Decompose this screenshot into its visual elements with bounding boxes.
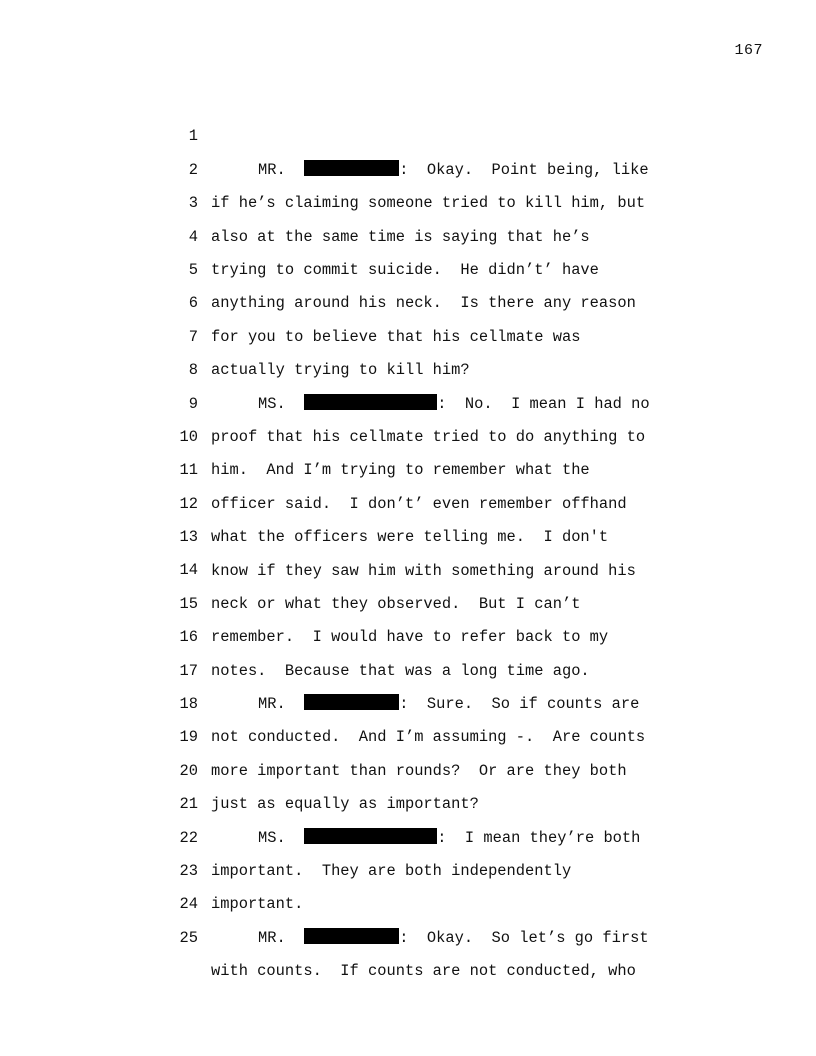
line-text: for you to believe that his cellmate was xyxy=(211,327,581,346)
line-number: 19 xyxy=(179,728,198,747)
page-number: 167 xyxy=(734,42,763,59)
line-number: 7 xyxy=(188,327,198,346)
line-number: 1 xyxy=(188,127,198,146)
line-text: important. xyxy=(211,895,304,914)
line-text: know if they saw him with something around his xyxy=(211,561,636,580)
line-text: just as equally as important? xyxy=(211,795,479,814)
line-text: him. And I’m trying to remember what the xyxy=(211,461,590,480)
line-number: 12 xyxy=(179,494,198,513)
line-number: 17 xyxy=(179,661,198,680)
speaker-title: MS. xyxy=(258,394,286,413)
line-number: 10 xyxy=(179,427,198,446)
speaker-remark: : I mean they’re both xyxy=(437,828,641,847)
line-number: 2 xyxy=(188,160,198,179)
line-text: trying to commit suicide. He didn’t’ have xyxy=(211,260,599,279)
line-number: 23 xyxy=(179,862,198,880)
line-number: 24 xyxy=(179,895,198,914)
line-number: 14 xyxy=(179,561,198,580)
line-number: 9 xyxy=(188,394,198,413)
line-text: also at the same time is saying that he’s xyxy=(211,227,590,246)
line-text: neck or what they observed. But I can’t xyxy=(211,594,581,613)
line-number: 5 xyxy=(188,260,198,279)
line-number: 21 xyxy=(179,795,198,814)
line-number: 8 xyxy=(188,361,198,380)
line-text: officer said. I don’t’ even remember offhand xyxy=(211,494,627,513)
line-text: what the officers were telling me. I don't xyxy=(211,528,609,547)
speaker-remark: : Okay. Point being, like xyxy=(399,160,649,179)
line-number: 22 xyxy=(179,828,198,847)
line-number: 15 xyxy=(179,594,198,613)
redaction-bar xyxy=(304,928,399,944)
speaker-remark: : Okay. So let’s go first xyxy=(399,928,649,947)
line-text: anything around his neck. Is there any reason xyxy=(211,294,636,313)
speaker-title: MS. xyxy=(258,828,286,847)
line-number: 20 xyxy=(179,761,198,780)
line-number: 25 xyxy=(179,928,198,947)
transcript-line xyxy=(0,87,816,179)
line-text: proof that his cellmate tried to do anything to xyxy=(211,427,646,446)
line-number: 11 xyxy=(179,461,198,480)
speaker-title: MR. xyxy=(258,695,286,714)
line-text: not conducted. And I’m assuming -. Are counts xyxy=(211,728,646,747)
speaker-remark: : Sure. So if counts are xyxy=(399,695,640,714)
line-number: 13 xyxy=(179,528,198,547)
line-text: remember. I would have to refer back to my xyxy=(211,628,609,647)
line-text: actually trying to kill him? xyxy=(211,361,470,380)
line-number: 16 xyxy=(179,628,198,647)
line-number: 18 xyxy=(179,695,198,714)
line-text: more important than rounds? Or are they both xyxy=(211,761,627,780)
speaker-remark: : No. I mean I had no xyxy=(437,394,650,413)
speaker-title: MR. xyxy=(258,928,286,947)
line-number: 6 xyxy=(188,294,198,313)
transcript-body xyxy=(0,87,816,981)
line-text: important. They are both independently xyxy=(211,862,572,881)
line-text: if he’s claiming someone tried to kill him, but xyxy=(211,194,646,213)
line-number: 3 xyxy=(188,194,198,213)
line-text xyxy=(258,922,649,955)
speaker-title: MR. xyxy=(258,160,286,179)
line-text: with counts. If counts are not conducted, who xyxy=(211,962,636,981)
line-text: notes. Because that was a long time ago. xyxy=(211,661,590,680)
line-number: 4 xyxy=(188,227,198,246)
